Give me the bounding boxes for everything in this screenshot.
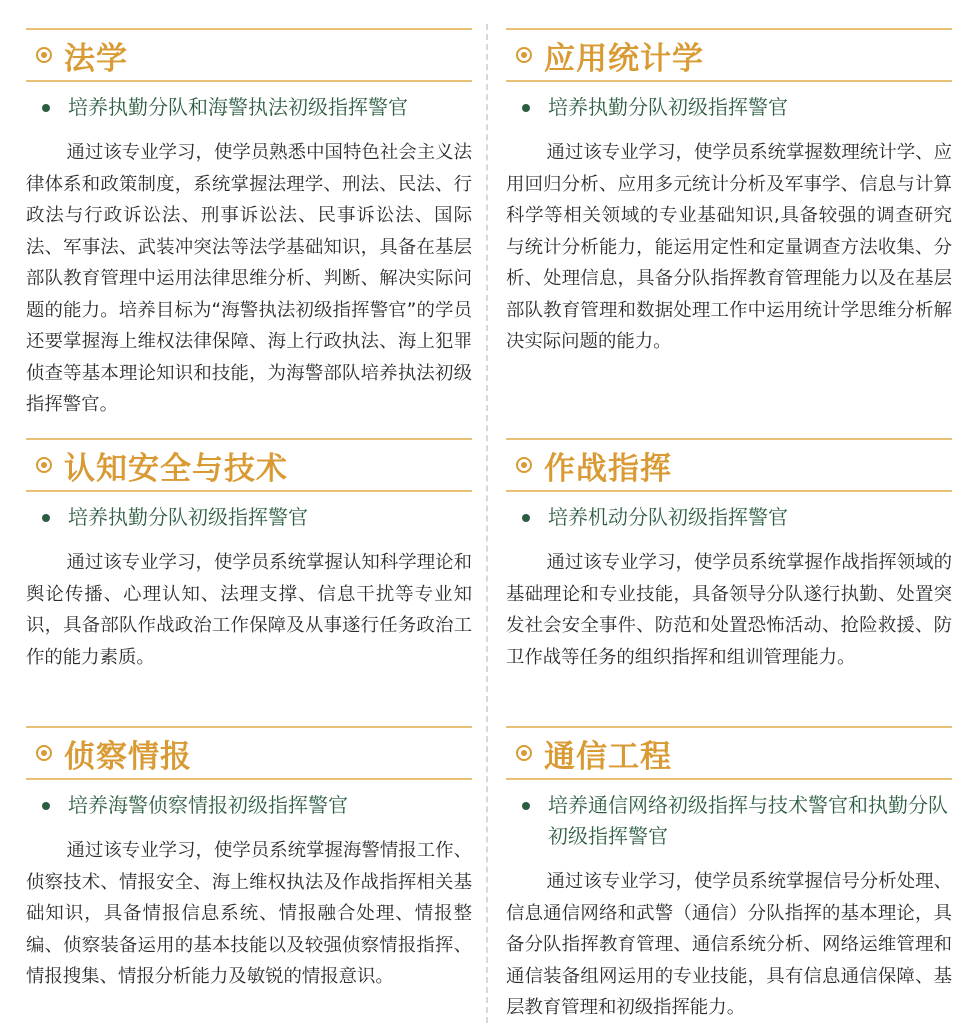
dot-bullet-icon bbox=[522, 104, 530, 112]
section-header bbox=[506, 726, 952, 780]
section-description: 通过该专业学习，使学员系统掌握数理统计学、应用回归分析、应用多元统计分析及军事学、信息与计算科学等相关领域的专业基础知识,具备较强的调查研究与统计分析能力，能运用定性和定量调查方法收集、分析、处理信息，具备分队指挥教育管理能力以及在基层部队教育管理和数据处理工作中运用统计学思维分析解决实际问题的能力。 bbox=[506, 142, 952, 352]
training-target-text: 培养机动分队初级指挥警官 bbox=[548, 505, 788, 529]
circle-bullet-icon bbox=[36, 745, 52, 761]
major-section-cognitive-security bbox=[26, 434, 472, 673]
dot-bullet-icon bbox=[42, 104, 50, 112]
section-title: 侦察情报 bbox=[64, 738, 192, 775]
major-section-law bbox=[26, 24, 472, 421]
section-header bbox=[26, 726, 472, 780]
training-target-text: 培养执勤分队和海警执法初级指挥警官 bbox=[68, 95, 408, 119]
section-description: 通过该专业学习，使学员熟悉中国特色社会主义法律体系和政策制度，系统掌握法理学、刑法、民法、行政法与行政诉讼法、刑事诉讼法、民事诉讼法、国际法、军事法、武装冲突法等法学基础知识，具备在基层部队教育管理中运用法律思维分析、判断、解决实际问题的能力。培养目标为“海警执法初级指挥警官”的学员还要掌握海上维权法律保障、海上行政执法、海上犯罪侦查等基本理论知识和技能，为海警部队培养执法初级指挥警官。 bbox=[26, 142, 472, 415]
section-header bbox=[26, 438, 472, 492]
circle-bullet-icon bbox=[516, 457, 532, 473]
training-target-text: 培养执勤分队初级指挥警官 bbox=[68, 505, 308, 529]
section-description: 通过该专业学习，使学员系统掌握作战指挥领域的基础理论和专业技能，具备领导分队遂行执勤、处置突发社会安全事件、防范和处置恐怖活动、抢险救援、防卫作战等任务的组织指挥和组训管理能力。 bbox=[506, 552, 952, 668]
section-description: 通过该专业学习，使学员系统掌握海警情报工作、侦察技术、情报安全、海上维权执法及作战指挥相关基础知识，具备情报信息系统、情报融合处理、情报整编、侦察装备运用的基本技能以及较强侦察情报指挥、情报搜集、情报分析能力及敏锐的情报意识。 bbox=[26, 840, 472, 987]
major-section-communication-engineering bbox=[506, 722, 952, 1024]
major-section-combat-command bbox=[506, 434, 952, 673]
section-header bbox=[506, 28, 952, 82]
dot-bullet-icon bbox=[42, 802, 50, 810]
dot-bullet-icon bbox=[522, 514, 530, 522]
training-target-text: 培养通信网络初级指挥与技术警官和执勤分队初级指挥警官 bbox=[548, 793, 948, 848]
section-header bbox=[506, 438, 952, 492]
training-target bbox=[506, 790, 952, 852]
section-title: 认知安全与技术 bbox=[64, 450, 288, 487]
training-target bbox=[506, 92, 952, 123]
circle-bullet-icon bbox=[516, 745, 532, 761]
training-target bbox=[26, 790, 472, 821]
circle-bullet-icon bbox=[516, 47, 532, 63]
major-section-applied-statistics bbox=[506, 24, 952, 358]
training-target bbox=[26, 92, 472, 123]
dot-bullet-icon bbox=[42, 514, 50, 522]
section-title: 通信工程 bbox=[544, 738, 672, 775]
training-target-text: 培养海警侦察情报初级指挥警官 bbox=[68, 793, 348, 817]
circle-bullet-icon bbox=[36, 457, 52, 473]
training-target bbox=[506, 502, 952, 533]
dot-bullet-icon bbox=[522, 802, 530, 810]
major-section-reconnaissance-intelligence bbox=[26, 722, 472, 993]
section-title: 作战指挥 bbox=[544, 450, 672, 487]
section-title: 应用统计学 bbox=[544, 40, 704, 77]
section-description: 通过该专业学习，使学员系统掌握信号分析处理、信息通信网络和武警（通信）分队指挥的基本理论，具备分队指挥教育管理、通信系统分析、网络运维管理和通信装备组网运用的专业技能，具有信息通信保障、基层教育管理和初级指挥能力。 bbox=[506, 871, 952, 1018]
training-target-text: 培养执勤分队初级指挥警官 bbox=[548, 95, 788, 119]
column-divider bbox=[486, 24, 488, 1023]
training-target bbox=[26, 502, 472, 533]
circle-bullet-icon bbox=[36, 47, 52, 63]
section-title: 法学 bbox=[64, 40, 128, 77]
section-header bbox=[26, 28, 472, 82]
section-description: 通过该专业学习，使学员系统掌握认知科学理论和舆论传播、心理认知、法理支撑、信息干扰等专业知识，具备部队作战政治工作保障及从事遂行任务政治工作的能力素质。 bbox=[26, 552, 472, 668]
